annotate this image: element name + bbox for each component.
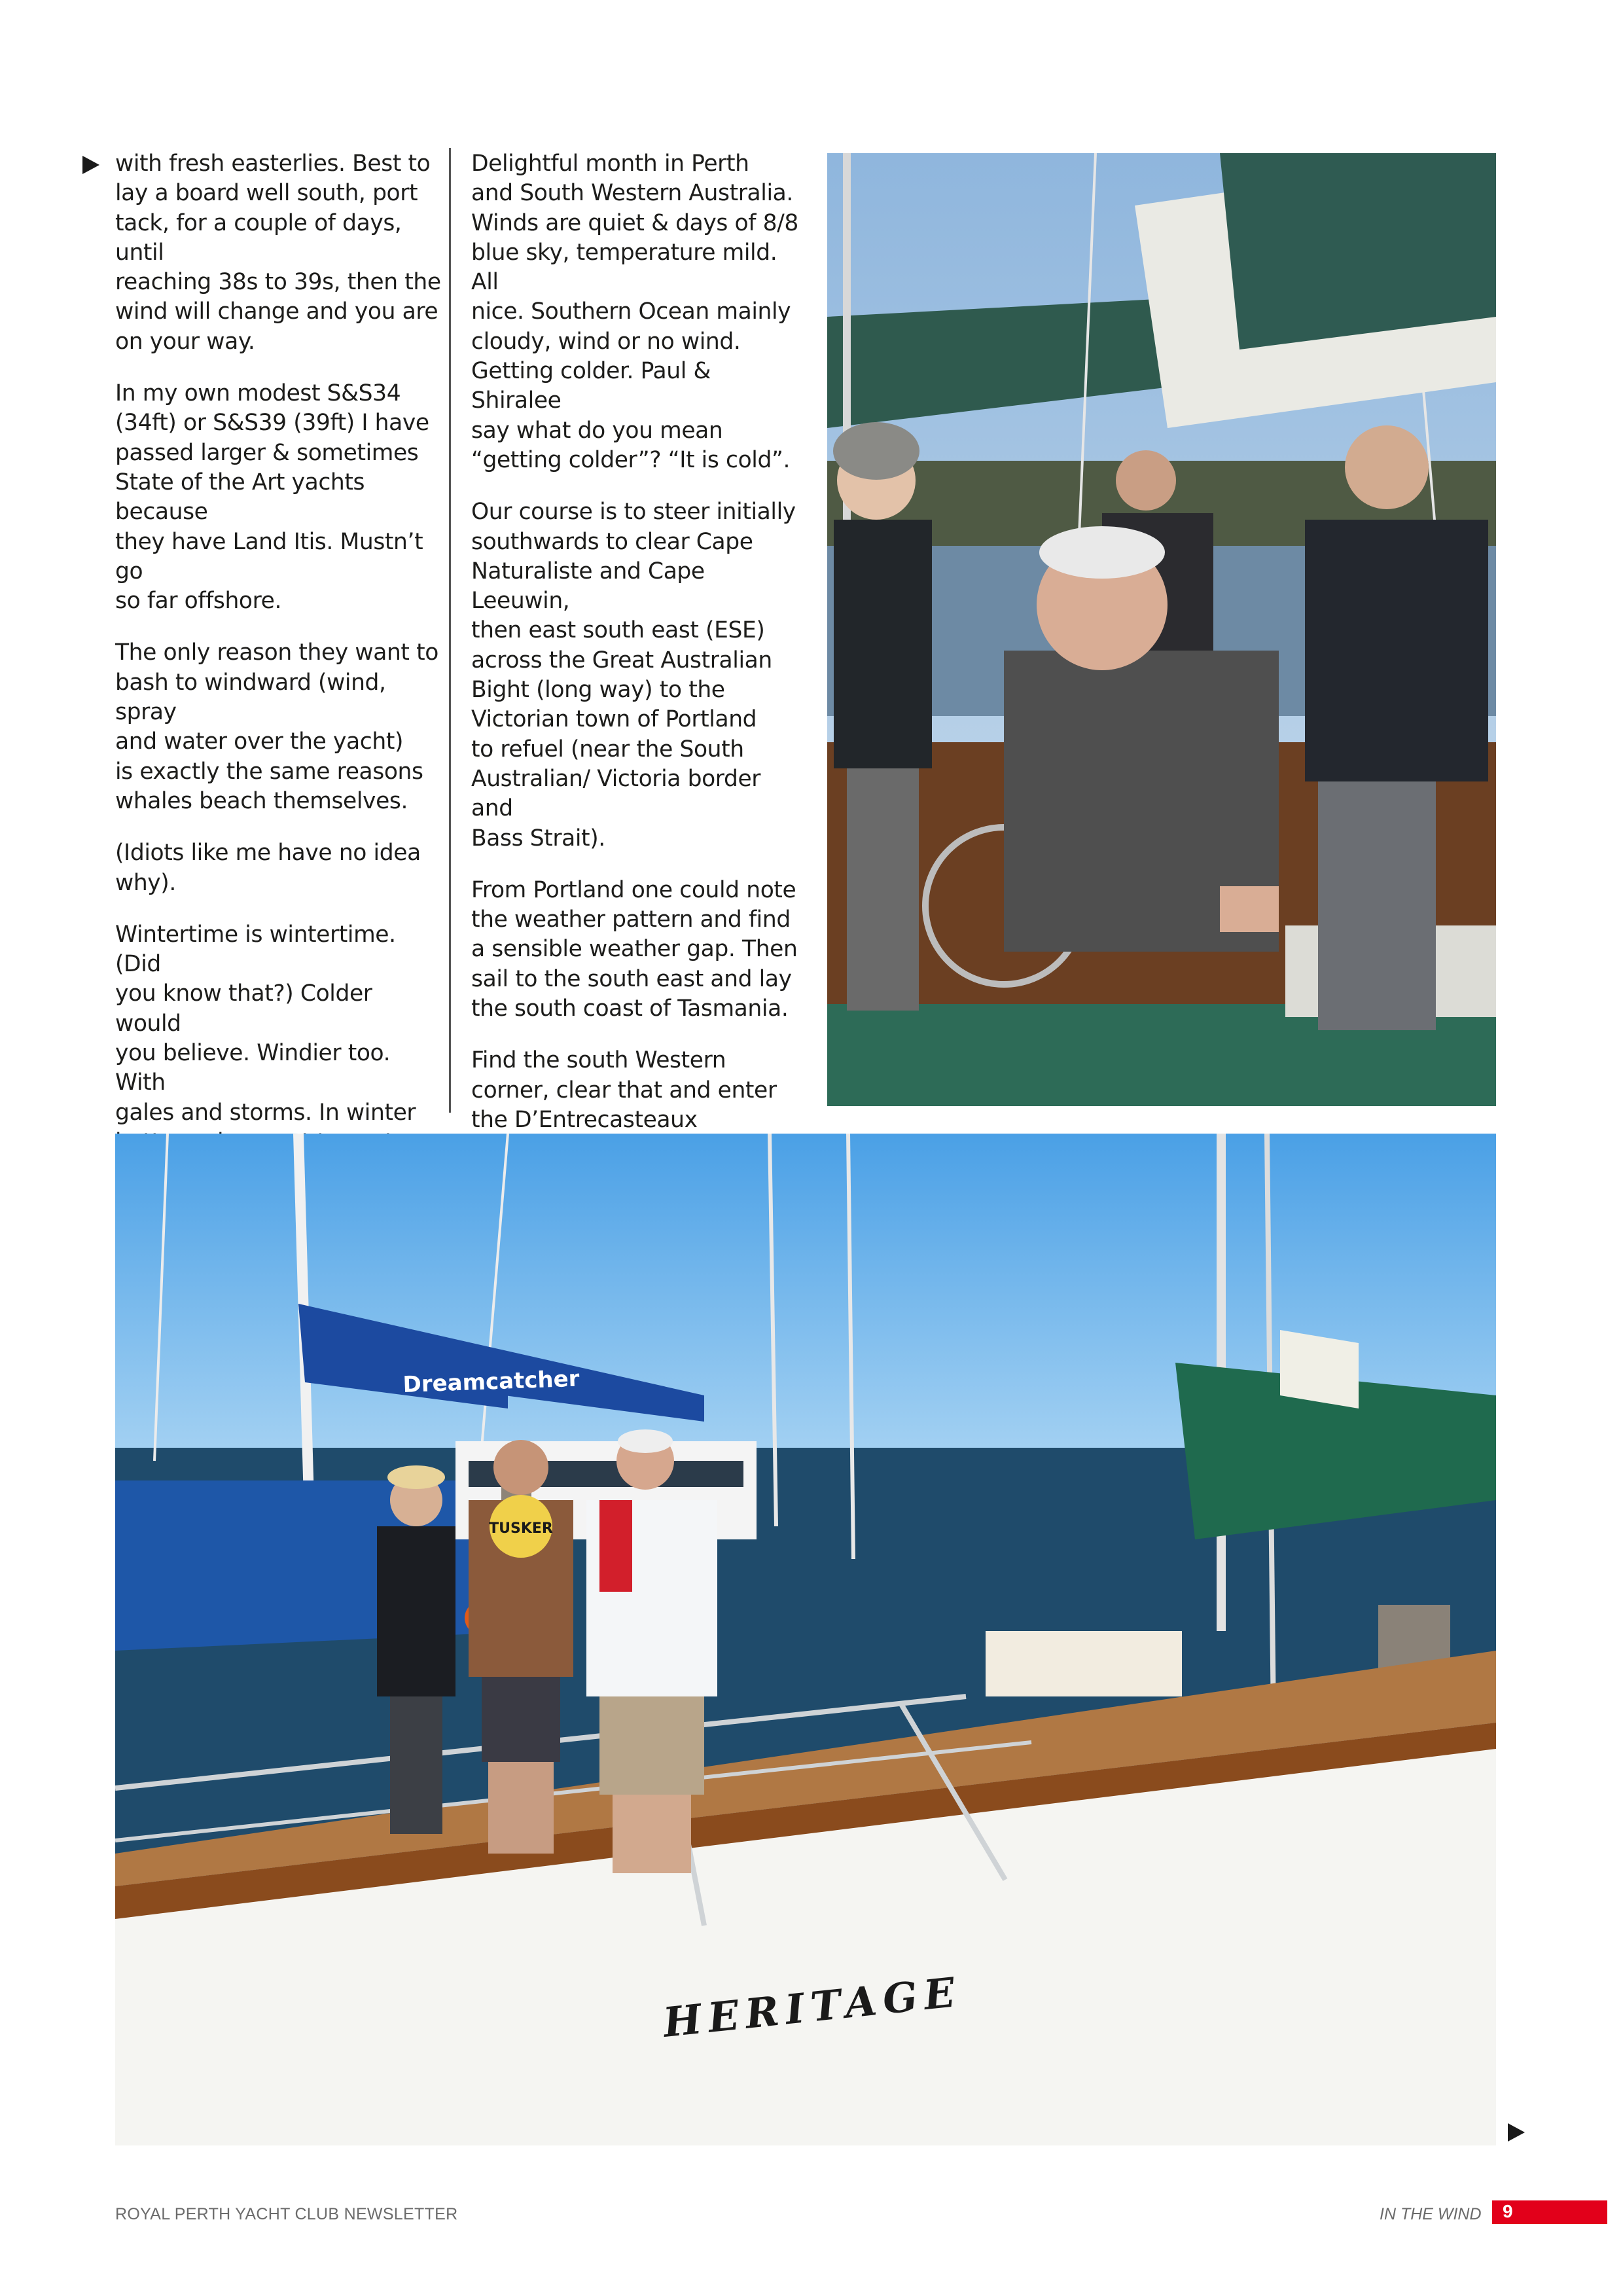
column-divider [449, 148, 451, 1113]
text-column-2 [471, 149, 798, 1276]
paragraph: From Portland one could note the weather pattern and find a sensible weather gap. Then sail to the south east and lay the south coast of Tasmania. [471, 876, 798, 1022]
paragraph: In my own modest S&S34 (34ft) or S&S39 (39ft) I have passed larger & sometimes State of the Art yachts because they have Land Itis. Mustn’t go so far offshore. [115, 380, 429, 615]
sail-cover-lettering: Dreamcatcher [402, 1365, 580, 1398]
paragraph: Delightful month in Perth and South Western Australia. Winds are quiet & days of 8/8 blue sky, temperature mild. All nice. Southern Ocean mainly cloudy, wind or no wind. Getting colder. Paul & Shiralee say what do you mean “getting colder”? “It is cold”. [471, 151, 798, 473]
paragraph: The only reason they want to bash to windward (wind, spray and water over the yacht) is exactly the same reasons whales beach themselves. [115, 639, 438, 814]
section-name: IN THE WIND [1380, 2205, 1482, 2223]
hull-lettering: HERITAGE [660, 1967, 964, 2047]
page-number: 9 [1503, 2201, 1513, 2221]
shirt-lettering: TUSKER [489, 1520, 553, 1537]
continued-next-page-arrow-icon [1508, 2123, 1525, 2142]
publication-name: ROYAL PERTH YACHT CLUB NEWSLETTER [115, 2205, 458, 2223]
crew-aboard-photo [827, 153, 1496, 1106]
heritage-marina-photo [115, 1134, 1496, 2145]
paragraph: (Idiots like me have no idea why). [115, 840, 421, 896]
paragraph: Wintertime is wintertime. (Did you know that?) Colder would you believe. Windier too. With gales and storms. In winter [115, 921, 416, 1126]
continued-from-arrow-icon [82, 156, 99, 174]
paragraph: Our course is to steer initially southwards to clear Cape Naturaliste and Cape Leeuwin, then east south east (ESE) across the Great Australian Bight (long way) to the Victorian town of Portland to refuel (near the South Australian/ Victoria border and Bass Strait). [471, 499, 796, 852]
paragraph: with fresh easterlies. Best to lay a board well south, port tack, for a couple of days, until reaching 38s to 39s, then the wind will change and you are on your way. [115, 151, 441, 355]
paragraph: Find the south Western corner, clear that and enter the D’Entrecasteaux [471, 1047, 777, 1133]
